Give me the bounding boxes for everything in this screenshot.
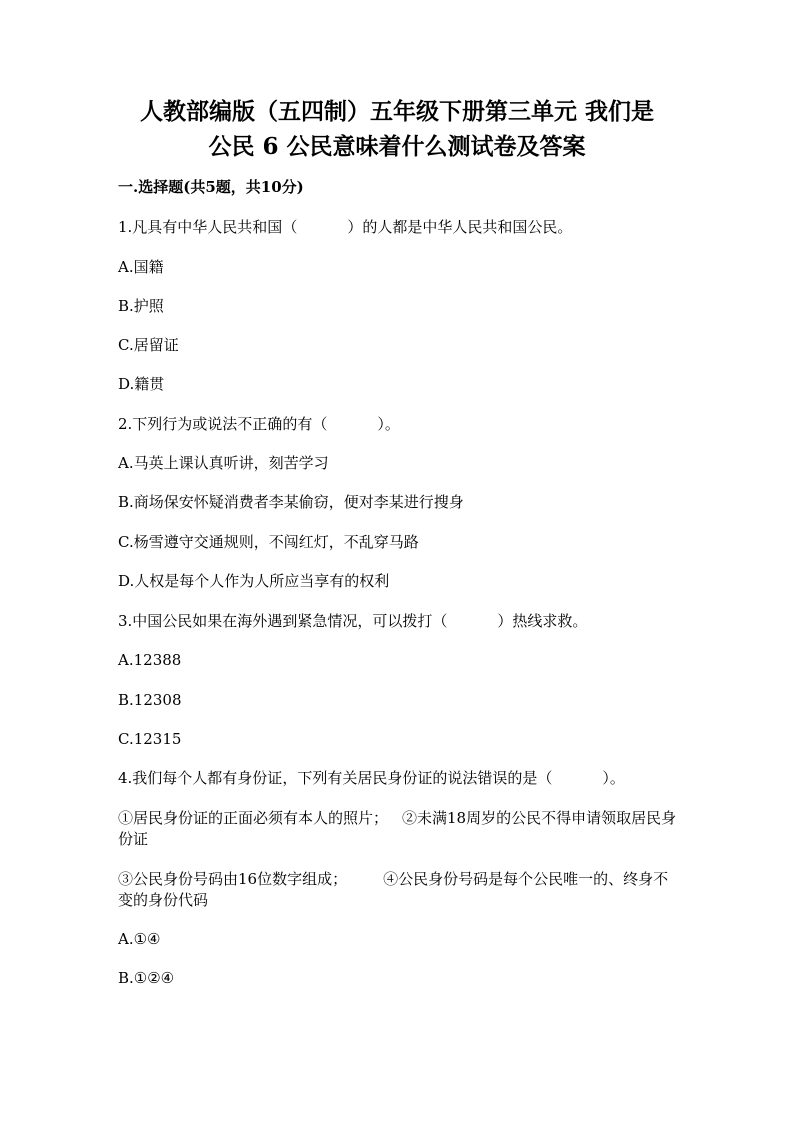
section-heading: 一.选择题(共5题，共10分) — [118, 178, 304, 196]
question-1-option-a: A.国籍 — [118, 258, 164, 276]
question-3-option-a: A.12388 — [118, 651, 182, 669]
question-4-stem: 4.我们每个人都有身份证，下列有关居民身份证的说法错误的是（ ）。 — [118, 769, 625, 787]
document-title-line-1: 人教部编版（五四制）五年级下册第三单元 我们是 — [139, 98, 654, 125]
question-4-option-a: A.①④ — [118, 930, 161, 948]
question-3-option-b: B.12308 — [118, 691, 182, 709]
question-1-option-d: D.籍贯 — [118, 375, 165, 393]
question-2-option-c: C.杨雪遵守交通规则，不闯红灯，不乱穿马路 — [118, 533, 419, 551]
question-2-option-b: B.商场保安怀疑消费者李某偷窃，便对李某进行搜身 — [118, 493, 464, 511]
document-title-line-2: 公民 6 公民意味着什么测试卷及答案 — [208, 133, 586, 160]
question-3-stem: 3.中国公民如果在海外遇到紧急情况，可以拨打（ ）热线求救。 — [118, 612, 588, 630]
question-1-option-b: B.护照 — [118, 297, 164, 315]
question-4-statements-1: ①居民身份证的正面必须有本人的照片； ②未满18周岁的公民不得申请领取居民身份证 — [118, 809, 677, 848]
question-4-option-b: B.①②④ — [118, 969, 175, 987]
question-1-stem: 1.凡具有中华人民共和国（ ）的人都是中华人民共和国公民。 — [118, 218, 573, 236]
question-4-statements-2: ③公民身份号码由16位数字组成； ④公民身份号码是每个公民唯一的、终身不变的身份代码 — [118, 870, 669, 909]
question-2-option-d: D.人权是每个人作为人所应当享有的权利 — [118, 572, 390, 590]
question-1-option-c: C.居留证 — [118, 336, 179, 354]
question-2-option-a: A.马英上课认真听讲，刻苦学习 — [118, 454, 329, 472]
question-3-option-c: C.12315 — [118, 730, 182, 748]
question-2-stem: 2.下列行为或说法不正确的有（ ）。 — [118, 415, 400, 433]
